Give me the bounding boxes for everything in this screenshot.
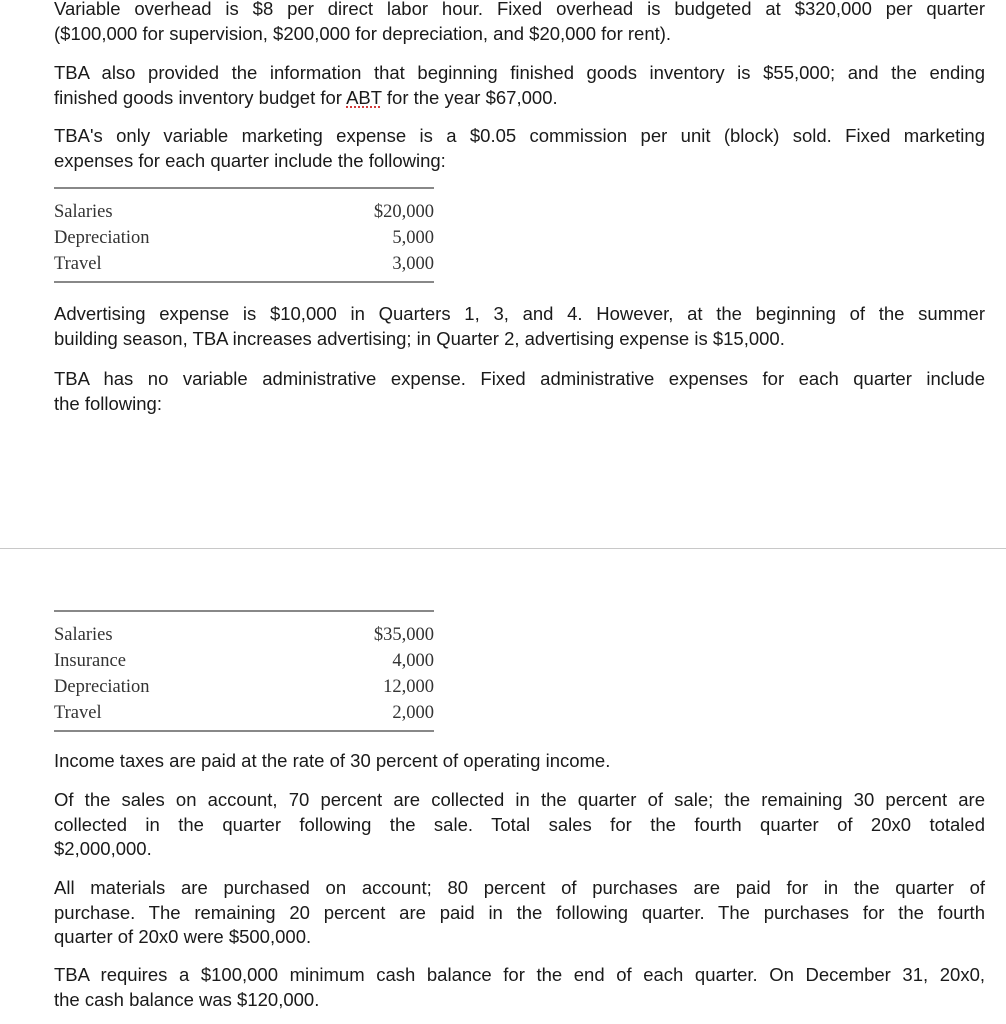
- table-row: [54, 199, 434, 225]
- paragraph-cash-balance: [54, 963, 985, 1012]
- marketing-expense-table: [54, 187, 434, 283]
- table-rule-bottom: [54, 281, 434, 283]
- paragraph-variable-overhead: [54, 0, 985, 46]
- administrative-expense-table: [54, 610, 434, 732]
- paragraph-advertising: [54, 302, 985, 351]
- text-line: TBA has no variable administrative expense. Fixed administrative expenses for each quarter include: [54, 368, 985, 389]
- row-label: Salaries: [54, 202, 113, 222]
- paragraph-sales-collections: [54, 788, 985, 862]
- paragraph-income-taxes: [54, 749, 985, 774]
- text-fragment: finished goods inventory budget for: [54, 86, 347, 108]
- text-line: the following:: [54, 392, 162, 414]
- text-line: All materials are purchased on account; 80 percent of purchases are paid for in the quarter of: [54, 877, 985, 898]
- text-fragment: for the year $67,000.: [381, 86, 558, 108]
- text-line: Advertising expense is $10,000 in Quarters 1, 3, and 4. However, at the beginning of the summer: [54, 303, 985, 324]
- text-line: TBA's only variable marketing expense is a $0.05 commission per unit (block) sold. Fixed marketing: [54, 125, 985, 146]
- text-line: [54, 86, 985, 111]
- row-label: Depreciation: [54, 677, 150, 697]
- row-amount: $20,000: [373, 202, 434, 222]
- text-line: $2,000,000.: [54, 838, 152, 859]
- table-rule-bottom: [54, 730, 434, 732]
- paragraph-finished-goods: [54, 61, 985, 110]
- table-row: [54, 700, 434, 726]
- table-row: [54, 251, 434, 277]
- text-line: the cash balance was $120,000.: [54, 988, 320, 1010]
- row-amount: 2,000: [392, 703, 434, 723]
- table-row: [54, 674, 434, 700]
- text-line: quarter of 20x0 were $500,000.: [54, 926, 312, 947]
- text-line: building season, TBA increases advertising; in Quarter 2, advertising expense is $15,000.: [54, 327, 785, 349]
- table-rule-top: [54, 610, 434, 612]
- row-label: Travel: [54, 703, 102, 723]
- text-line: expenses for each quarter include the following:: [54, 149, 446, 171]
- row-amount: 5,000: [392, 228, 434, 248]
- table-row: [54, 622, 434, 648]
- row-amount: 12,000: [383, 677, 434, 697]
- table-row: [54, 225, 434, 251]
- paragraph-administrative: [54, 367, 985, 416]
- row-amount: 4,000: [392, 651, 434, 671]
- section-divider: [0, 548, 1006, 549]
- text-line: ($100,000 for supervision, $200,000 for depreciation, and $20,000 for rent).: [54, 22, 672, 44]
- text-line: collected in the quarter following the sale. Total sales for the fourth quarter of 20x0 totaled: [54, 813, 985, 835]
- row-amount: 3,000: [392, 254, 434, 274]
- table-rule-top: [54, 187, 434, 189]
- spellcheck-word-abt: ABT: [346, 86, 382, 108]
- text-line: Variable overhead is $8 per direct labor hour. Fixed overhead is budgeted at $320,000 per quarter: [54, 0, 985, 19]
- row-label: Depreciation: [54, 228, 150, 248]
- paragraph-marketing-expense: [54, 124, 985, 173]
- text-line: Of the sales on account, 70 percent are collected in the quarter of sale; the remaining 30 percent are: [54, 789, 985, 810]
- text-line: TBA requires a $100,000 minimum cash balance for the end of each quarter. On December 31, 20x0,: [54, 964, 985, 985]
- text-line: Income taxes are paid at the rate of 30 percent of operating income.: [54, 750, 611, 771]
- row-label: Salaries: [54, 625, 113, 645]
- table-row: [54, 648, 434, 674]
- paragraph-materials-purchases: [54, 876, 985, 950]
- row-label: Insurance: [54, 651, 126, 671]
- text-line: purchase. The remaining 20 percent are paid in the following quarter. The purchases for the fourth: [54, 901, 985, 923]
- row-label: Travel: [54, 254, 102, 274]
- text-line: TBA also provided the information that beginning finished goods inventory is $55,000; and the ending: [54, 62, 985, 83]
- row-amount: $35,000: [373, 625, 434, 645]
